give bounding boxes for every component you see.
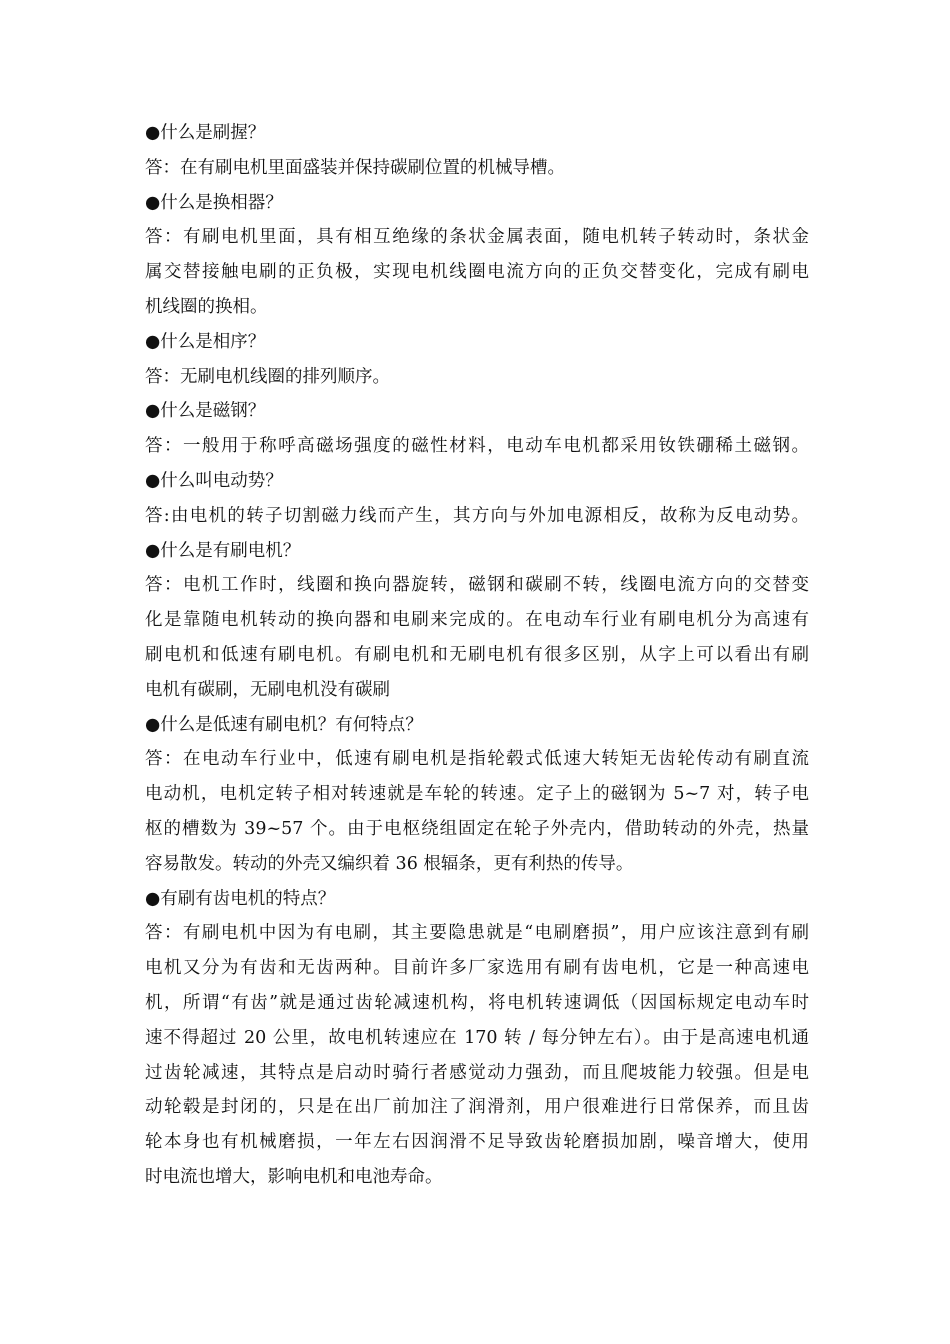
faq-question: ●什么是低速有刷电机？有何特点？ xyxy=(145,714,423,735)
faq-question: ●什么是有刷电机？ xyxy=(145,540,301,561)
faq-answer-line: 属交替接触电刷的正负极，实现电机线圈电流方向的正负交替变化，完成有刷电 xyxy=(145,262,809,283)
faq-answer-line: 时电流也增大，影响电机和电池寿命。 xyxy=(145,1166,443,1187)
faq-answer-line: 答：在有刷电机里面盛装并保持碳刷位置的机械导槽。 xyxy=(145,157,565,178)
faq-answer-line: 轮本身也有机械磨损，一年左右因润滑不足导致齿轮磨损加剧，噪音增大，使用 xyxy=(145,1132,809,1153)
faq-answer-line: 答：电机工作时，线圈和换向器旋转，磁钢和碳刷不转，线圈电流方向的交替变 xyxy=(145,575,809,596)
faq-question: ●什么是磁钢？ xyxy=(145,401,266,422)
faq-question: ●什么叫电动势？ xyxy=(145,470,283,491)
faq-question: ●什么是换相器？ xyxy=(145,192,283,213)
faq-answer-line: 答：无刷电机线圈的排列顺序。 xyxy=(145,366,390,387)
faq-answer-line: 答:由电机的转子切割磁力线而产生，其方向与外加电源相反，故称为反电动势。 xyxy=(145,505,809,526)
faq-answer-line: 动轮毂是封闭的，只是在出厂前加注了润滑剂，用户很难进行日常保养，而且齿 xyxy=(145,1097,809,1118)
faq-answer-line: 答：有刷电机中因为有电刷，其主要隐患就是“电刷磨损”，用户应该注意到有刷 xyxy=(145,923,809,944)
faq-answer-line: 速不得超过 20 公里，故电机转速应在 170 转 / 每分钟左右）。由于是高速电机通 xyxy=(145,1027,809,1048)
faq-answer-line: 容易散发。转动的外壳又编织着 36 根辐条，更有利热的传导。 xyxy=(145,853,634,874)
faq-answer-line: 答：在电动车行业中，低速有刷电机是指轮毂式低速大转矩无齿轮传动有刷直流 xyxy=(145,749,809,770)
faq-answer-line: 电机又分为有齿和无齿两种。目前许多厂家选用有刷有齿电机，它是一种高速电 xyxy=(145,958,809,979)
faq-answer-line: 答：一般用于称呼高磁场强度的磁性材料，电动车电机都采用钕铁硼稀土磁钢。 xyxy=(145,436,809,457)
faq-answer-line: 枢的槽数为 39~57 个。由于电枢绕组固定在轮子外壳内，借助转动的外壳，热量 xyxy=(145,818,809,839)
faq-question: ●有刷有齿电机的特点？ xyxy=(145,888,336,909)
faq-answer-line: 化是靠随电机转动的换向器和电刷来完成的。在电动车行业有刷电机分为高速有 xyxy=(145,610,809,631)
faq-answer-line: 电机有碳刷，无刷电机没有碳刷 xyxy=(145,679,390,700)
faq-question: ●什么是相序？ xyxy=(145,331,266,352)
faq-answer-line: 电动机，电机定转子相对转速就是车轮的转速。定子上的磁钢为 5~7 对，转子电 xyxy=(145,784,809,805)
faq-answer-line: 答：有刷电机里面，具有相互绝缘的条状金属表面，随电机转子转动时，条状金 xyxy=(145,227,809,248)
document-body xyxy=(145,116,809,1195)
faq-answer-line: 过齿轮减速，其特点是启动时骑行者感觉动力强劲，而且爬坡能力较强。但是电 xyxy=(145,1062,809,1083)
faq-answer-line: 机线圈的换相。 xyxy=(145,296,268,317)
faq-question: ●什么是刷握？ xyxy=(145,123,266,143)
faq-answer-line: 机，所谓“有齿”就是通过齿轮减速机构，将电机转速调低（因国标规定电动车时 xyxy=(145,992,809,1013)
faq-answer-line: 刷电机和低速有刷电机。有刷电机和无刷电机有很多区别，从字上可以看出有刷 xyxy=(145,644,809,665)
